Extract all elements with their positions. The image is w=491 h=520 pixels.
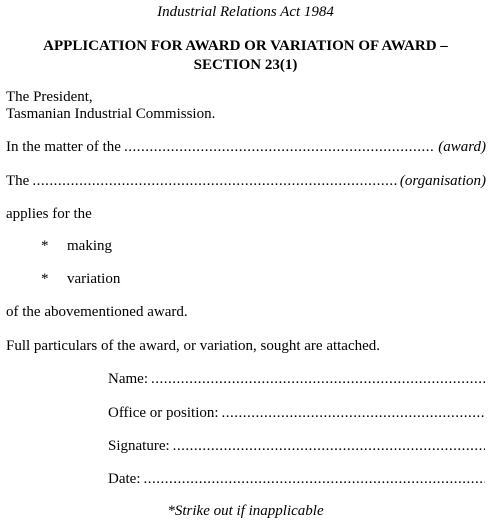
form-heading-line-2: SECTION 23(1) bbox=[193, 57, 298, 73]
strike-out-footnote: *Strike out if inapplicable bbox=[167, 503, 324, 519]
particulars-text: Full particulars of the award, or variation, sought are attached. bbox=[6, 338, 381, 354]
name-label: Name: bbox=[108, 371, 148, 387]
option-making[interactable] bbox=[41, 237, 112, 255]
signature-field[interactable] bbox=[108, 437, 488, 455]
signature-blank[interactable] bbox=[173, 437, 485, 455]
organisation-blank[interactable] bbox=[32, 172, 397, 190]
organisation-suffix: (organisation) bbox=[399, 173, 486, 189]
option-variation[interactable] bbox=[41, 270, 120, 288]
applies-for-text: applies for the bbox=[6, 206, 92, 222]
name-blank[interactable] bbox=[151, 370, 485, 388]
name-field[interactable] bbox=[108, 370, 488, 388]
asterisk-marker: * bbox=[41, 271, 49, 287]
option-making-label: making bbox=[67, 238, 112, 254]
date-label: Date: bbox=[108, 471, 141, 487]
act-title: Industrial Relations Act 1984 bbox=[157, 4, 334, 20]
award-matter-field[interactable] bbox=[6, 138, 486, 156]
award-matter-suffix: (award) bbox=[438, 139, 486, 155]
date-blank[interactable] bbox=[143, 470, 485, 488]
addressee-body: Tasmanian Industrial Commission. bbox=[6, 106, 216, 122]
office-position-field[interactable] bbox=[108, 404, 488, 422]
option-variation-label: variation bbox=[67, 271, 121, 287]
organisation-prefix: The bbox=[6, 173, 30, 189]
office-position-label: Office or position: bbox=[108, 405, 219, 421]
award-matter-blank[interactable] bbox=[124, 138, 435, 156]
addressee-title: The President, bbox=[6, 89, 93, 105]
organisation-field[interactable] bbox=[6, 172, 486, 190]
of-the-award-text: of the abovementioned award. bbox=[6, 304, 188, 320]
asterisk-marker: * bbox=[41, 238, 49, 254]
signature-label: Signature: bbox=[108, 438, 170, 454]
form-heading-line-1: APPLICATION FOR AWARD OR VARIATION OF AWARD – bbox=[43, 38, 448, 54]
date-field[interactable] bbox=[108, 470, 488, 488]
office-position-blank[interactable] bbox=[222, 404, 485, 422]
award-matter-prefix: In the matter of the bbox=[6, 139, 121, 155]
